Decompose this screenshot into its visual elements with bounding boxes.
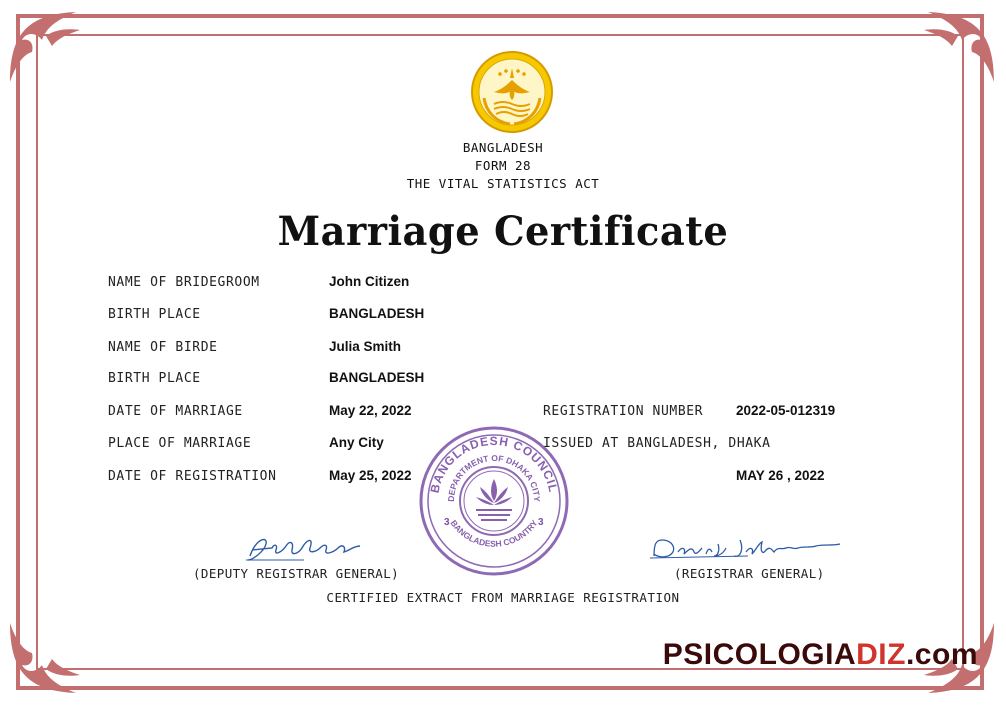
seal-lotus-icon [476, 479, 512, 521]
value-issued-date: MAY 26 , 2022 [736, 468, 825, 483]
official-seal [418, 425, 570, 577]
value-bride-name: Julia Smith [329, 339, 402, 354]
registrar-signature [648, 534, 844, 562]
label-registration-number: REGISTRATION NUMBER [543, 404, 704, 419]
watermark-part-1: PSICOLOGIA [662, 638, 857, 671]
seal-top-text: BANGLADESH COUNCIL [427, 433, 561, 495]
watermark-part-3: .com [905, 638, 978, 671]
corner-ornament-icon [6, 619, 86, 699]
label-registration-date: DATE OF REGISTRATION [108, 469, 277, 484]
value-registration-number: 2022-05-012319 [736, 403, 836, 418]
value-marriage-date: May 22, 2022 [329, 403, 412, 418]
label-marriage-place: PLACE OF MARRIAGE [108, 436, 252, 451]
header-form: FORM 28 [474, 158, 532, 173]
value-registration-date: May 25, 2022 [329, 468, 412, 483]
certified-extract-note: CERTIFIED EXTRACT FROM MARRIAGE REGISTRATION [326, 590, 680, 605]
label-bride-birth-place: BIRTH PLACE [108, 371, 201, 386]
label-bride-name: NAME OF BIRDE [108, 340, 218, 355]
value-bridegroom-birth-place: BANGLADESH [329, 306, 425, 321]
label-bridegroom-birth-place: BIRTH PLACE [108, 307, 201, 322]
label-marriage-date: DATE OF MARRIAGE [108, 404, 243, 419]
seal-number-right: 3 [538, 517, 544, 528]
seal-inner-text: DEPARTMENT OF DHAKA CITY [445, 452, 543, 503]
value-bride-birth-place: BANGLADESH [329, 370, 425, 385]
header-country: BANGLADESH [462, 140, 544, 155]
corner-ornament-icon [6, 6, 86, 86]
seal-number-left: 3 [444, 517, 450, 528]
corner-ornament-icon [918, 6, 998, 86]
registrar-role: (REGISTRAR GENERAL) [674, 566, 825, 581]
value-bridegroom-name: John Citizen [329, 274, 410, 289]
header-act: THE VITAL STATISTICS ACT [406, 176, 600, 191]
label-bridegroom-name: NAME OF BRIDEGROOM [108, 275, 260, 290]
certificate-title: Marriage Certificate [277, 208, 729, 255]
label-issued-at: ISSUED AT BANGLADESH, DHAKA [543, 436, 771, 451]
watermark-part-2: DIZ [856, 638, 906, 671]
deputy-registrar-signature [244, 530, 364, 564]
national-emblem-icon [470, 50, 554, 134]
deputy-registrar-role: (DEPUTY REGISTRAR GENERAL) [193, 566, 400, 581]
watermark-logo [663, 638, 978, 672]
value-marriage-place: Any City [329, 435, 384, 450]
seal-bottom-text: BANGLADESH COUNTRY [448, 518, 540, 549]
